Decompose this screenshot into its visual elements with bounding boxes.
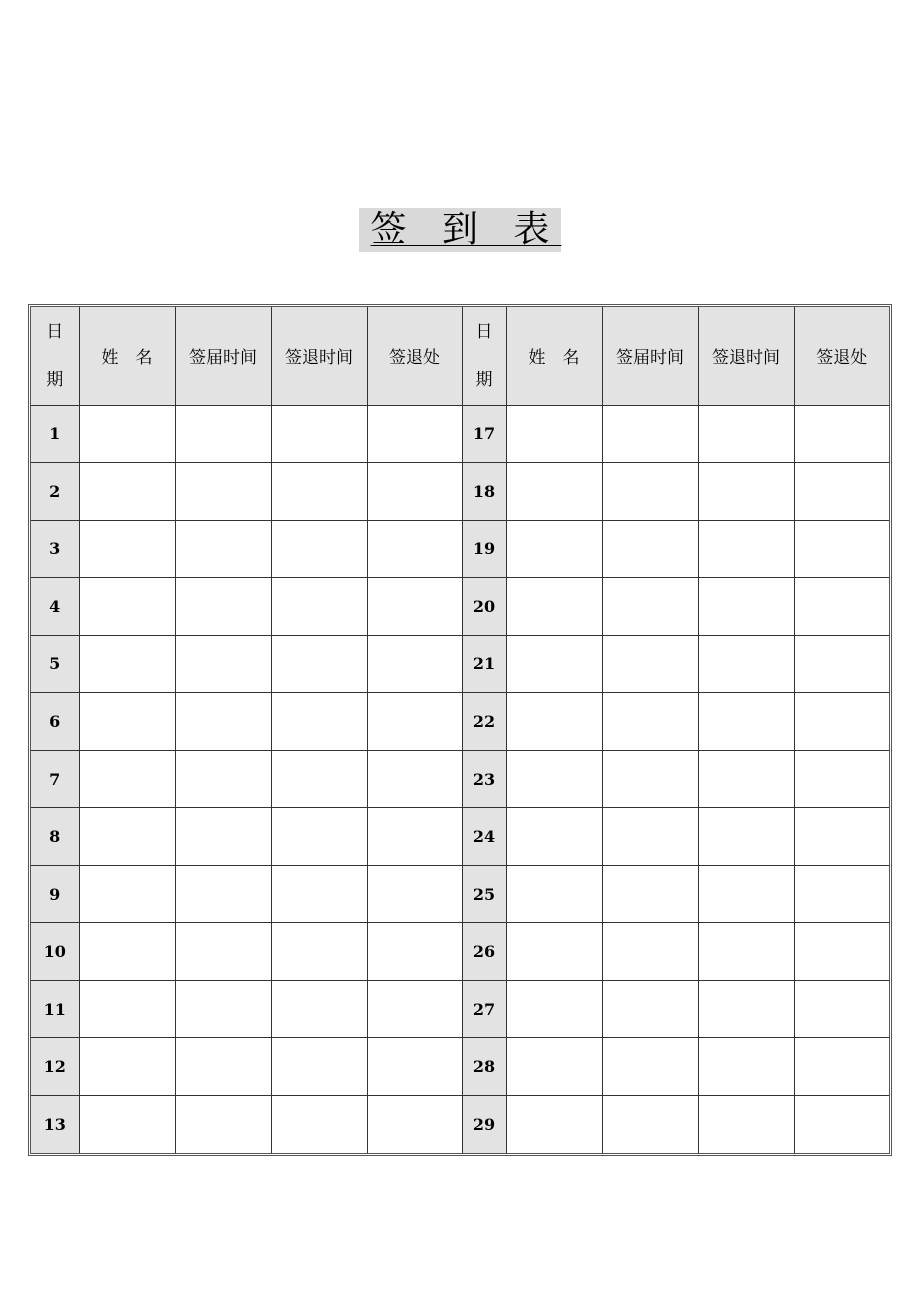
sign-out-time-cell[interactable] — [698, 750, 794, 808]
name-cell[interactable] — [506, 808, 602, 866]
date-cell-left: 5 — [31, 635, 79, 693]
sign-out-place-cell[interactable] — [794, 635, 889, 693]
header-date-line1: 日 — [46, 321, 64, 342]
sign-out-place-cell[interactable] — [794, 923, 889, 981]
sign-out-time-cell[interactable] — [271, 463, 367, 521]
sign-in-time-cell[interactable] — [175, 923, 271, 981]
sign-in-time-cell[interactable] — [602, 750, 698, 808]
sign-in-time-cell[interactable] — [175, 1038, 271, 1096]
name-cell[interactable] — [506, 1095, 602, 1153]
table-row — [31, 923, 889, 981]
header-name-right: 姓 名 — [506, 307, 602, 405]
date-cell-left: 11 — [31, 980, 79, 1038]
sign-out-time-cell[interactable] — [698, 808, 794, 866]
sign-out-time-cell[interactable] — [698, 1038, 794, 1096]
header-sign-out-time-left: 签退时间 — [271, 307, 367, 405]
sign-out-place-cell[interactable] — [794, 463, 889, 521]
sign-out-place-cell[interactable] — [367, 923, 462, 981]
sign-out-place-cell[interactable] — [367, 750, 462, 808]
sign-out-time-cell[interactable] — [271, 750, 367, 808]
date-cell-right: 23 — [462, 750, 506, 808]
sign-in-time-cell[interactable] — [602, 693, 698, 751]
sign-out-place-cell[interactable] — [794, 405, 889, 463]
title-wrap — [0, 208, 920, 252]
date-cell-left: 7 — [31, 750, 79, 808]
table-row — [31, 693, 889, 751]
table-row — [31, 463, 889, 521]
sign-out-place-cell[interactable] — [794, 520, 889, 578]
sign-in-time-cell[interactable] — [175, 865, 271, 923]
date-cell-left: 9 — [31, 865, 79, 923]
header-sign-in-time-right: 签届时间 — [602, 307, 698, 405]
sign-out-time-cell[interactable] — [271, 1095, 367, 1153]
sign-out-time-cell[interactable] — [271, 1038, 367, 1096]
sign-out-time-cell[interactable] — [271, 635, 367, 693]
name-cell[interactable] — [79, 520, 175, 578]
sign-out-place-cell[interactable] — [367, 808, 462, 866]
date-cell-left: 8 — [31, 808, 79, 866]
sign-out-time-cell[interactable] — [698, 520, 794, 578]
sign-out-time-cell[interactable] — [271, 693, 367, 751]
sign-out-time-cell[interactable] — [271, 578, 367, 636]
date-cell-left: 1 — [31, 405, 79, 463]
sign-in-time-cell[interactable] — [175, 1095, 271, 1153]
sign-out-place-cell[interactable] — [367, 1038, 462, 1096]
sign-out-time-cell[interactable] — [271, 808, 367, 866]
sign-out-time-cell[interactable] — [698, 578, 794, 636]
date-cell-right: 20 — [462, 578, 506, 636]
sign-in-time-cell[interactable] — [175, 980, 271, 1038]
sign-out-place-cell[interactable] — [794, 865, 889, 923]
name-cell[interactable] — [79, 865, 175, 923]
sign-out-time-cell[interactable] — [271, 405, 367, 463]
sign-out-place-cell[interactable] — [794, 750, 889, 808]
date-cell-left: 12 — [31, 1038, 79, 1096]
name-cell[interactable] — [506, 520, 602, 578]
sign-out-place-cell[interactable] — [794, 980, 889, 1038]
name-cell[interactable] — [79, 635, 175, 693]
sign-in-time-cell[interactable] — [175, 635, 271, 693]
sign-in-time-cell[interactable] — [602, 520, 698, 578]
name-cell[interactable] — [79, 808, 175, 866]
name-cell[interactable] — [79, 1038, 175, 1096]
sign-out-time-cell[interactable] — [698, 1095, 794, 1153]
table-row — [31, 980, 889, 1038]
name-cell[interactable] — [79, 463, 175, 521]
sign-out-time-cell[interactable] — [698, 980, 794, 1038]
name-cell[interactable] — [79, 923, 175, 981]
name-cell[interactable] — [79, 693, 175, 751]
header-sign-out-time-right: 签退时间 — [698, 307, 794, 405]
sign-out-place-cell[interactable] — [794, 1095, 889, 1153]
sign-in-time-cell[interactable] — [175, 405, 271, 463]
table-row — [31, 865, 889, 923]
header-name-left: 姓 名 — [79, 307, 175, 405]
sign-in-time-cell[interactable] — [175, 693, 271, 751]
header-sign-in-time-left: 签届时间 — [175, 307, 271, 405]
date-cell-right: 21 — [462, 635, 506, 693]
table-row — [31, 1095, 889, 1153]
sign-out-time-cell[interactable] — [698, 463, 794, 521]
sign-out-time-cell[interactable] — [698, 923, 794, 981]
sign-in-time-cell[interactable] — [602, 923, 698, 981]
name-cell[interactable] — [506, 980, 602, 1038]
table-row — [31, 808, 889, 866]
sign-out-place-cell[interactable] — [367, 1095, 462, 1153]
sign-in-time-cell[interactable] — [602, 578, 698, 636]
sign-out-time-cell[interactable] — [698, 693, 794, 751]
sign-out-time-cell[interactable] — [271, 520, 367, 578]
name-cell[interactable] — [506, 578, 602, 636]
sign-in-time-cell[interactable] — [175, 808, 271, 866]
sign-in-time-cell[interactable] — [602, 635, 698, 693]
table-row — [31, 405, 889, 463]
date-cell-right: 18 — [462, 463, 506, 521]
header-date-line2: 期 — [475, 369, 493, 390]
sign-in-table-frame — [28, 304, 892, 1156]
sign-in-time-cell[interactable] — [602, 808, 698, 866]
sign-in-time-cell[interactable] — [175, 463, 271, 521]
name-cell[interactable] — [506, 693, 602, 751]
sign-out-place-cell[interactable] — [367, 693, 462, 751]
date-cell-right: 19 — [462, 520, 506, 578]
sign-out-time-cell[interactable] — [271, 923, 367, 981]
sign-out-time-cell[interactable] — [271, 865, 367, 923]
table-row — [31, 578, 889, 636]
sign-in-time-cell[interactable] — [175, 520, 271, 578]
sign-in-time-cell[interactable] — [602, 980, 698, 1038]
sign-in-table — [31, 307, 889, 1153]
table-row — [31, 750, 889, 808]
table-row — [31, 1038, 889, 1096]
name-cell[interactable] — [79, 750, 175, 808]
name-cell[interactable] — [79, 980, 175, 1038]
date-cell-right: 27 — [462, 980, 506, 1038]
sign-in-time-cell[interactable] — [175, 750, 271, 808]
sign-out-place-cell[interactable] — [367, 635, 462, 693]
name-cell[interactable] — [79, 405, 175, 463]
sign-out-time-cell[interactable] — [698, 405, 794, 463]
name-cell[interactable] — [506, 750, 602, 808]
sign-out-place-cell[interactable] — [367, 980, 462, 1038]
sign-in-time-cell[interactable] — [602, 1095, 698, 1153]
name-cell[interactable] — [506, 923, 602, 981]
name-cell[interactable] — [506, 463, 602, 521]
sign-out-place-cell[interactable] — [794, 808, 889, 866]
sign-in-time-cell[interactable] — [602, 405, 698, 463]
sign-out-place-cell[interactable] — [367, 578, 462, 636]
sign-out-place-cell[interactable] — [794, 693, 889, 751]
header-date-left — [31, 307, 79, 405]
sign-in-time-cell[interactable] — [175, 578, 271, 636]
date-cell-right: 22 — [462, 693, 506, 751]
date-cell-right: 24 — [462, 808, 506, 866]
date-cell-right: 28 — [462, 1038, 506, 1096]
sign-in-time-cell[interactable] — [602, 1038, 698, 1096]
sign-out-place-cell[interactable] — [367, 520, 462, 578]
name-cell[interactable] — [506, 1038, 602, 1096]
sign-out-place-cell[interactable] — [367, 463, 462, 521]
header-sign-out-place-right: 签退处 — [794, 307, 889, 405]
name-cell[interactable] — [506, 405, 602, 463]
date-cell-left: 13 — [31, 1095, 79, 1153]
date-cell-left: 10 — [31, 923, 79, 981]
table-row — [31, 520, 889, 578]
sign-out-place-cell[interactable] — [367, 405, 462, 463]
table-row — [31, 635, 889, 693]
name-cell[interactable] — [79, 1095, 175, 1153]
name-cell[interactable] — [506, 865, 602, 923]
date-cell-left: 6 — [31, 693, 79, 751]
date-cell-right: 25 — [462, 865, 506, 923]
sign-out-time-cell[interactable] — [271, 980, 367, 1038]
header-date-line2: 期 — [46, 369, 64, 390]
table-header-row — [31, 307, 889, 405]
sign-in-time-cell[interactable] — [602, 463, 698, 521]
name-cell[interactable] — [79, 578, 175, 636]
page-title: 签 到 表 — [359, 208, 562, 252]
header-date-right — [462, 307, 506, 405]
sign-out-place-cell[interactable] — [367, 865, 462, 923]
sign-out-place-cell[interactable] — [794, 1038, 889, 1096]
header-date-line1: 日 — [475, 321, 493, 342]
sign-out-time-cell[interactable] — [698, 635, 794, 693]
date-cell-right: 17 — [462, 405, 506, 463]
name-cell[interactable] — [506, 635, 602, 693]
sign-out-place-cell[interactable] — [794, 578, 889, 636]
date-cell-right: 29 — [462, 1095, 506, 1153]
sign-in-time-cell[interactable] — [602, 865, 698, 923]
sign-out-time-cell[interactable] — [698, 865, 794, 923]
header-sign-out-place-left: 签退处 — [367, 307, 462, 405]
date-cell-left: 2 — [31, 463, 79, 521]
date-cell-left: 4 — [31, 578, 79, 636]
date-cell-left: 3 — [31, 520, 79, 578]
date-cell-right: 26 — [462, 923, 506, 981]
